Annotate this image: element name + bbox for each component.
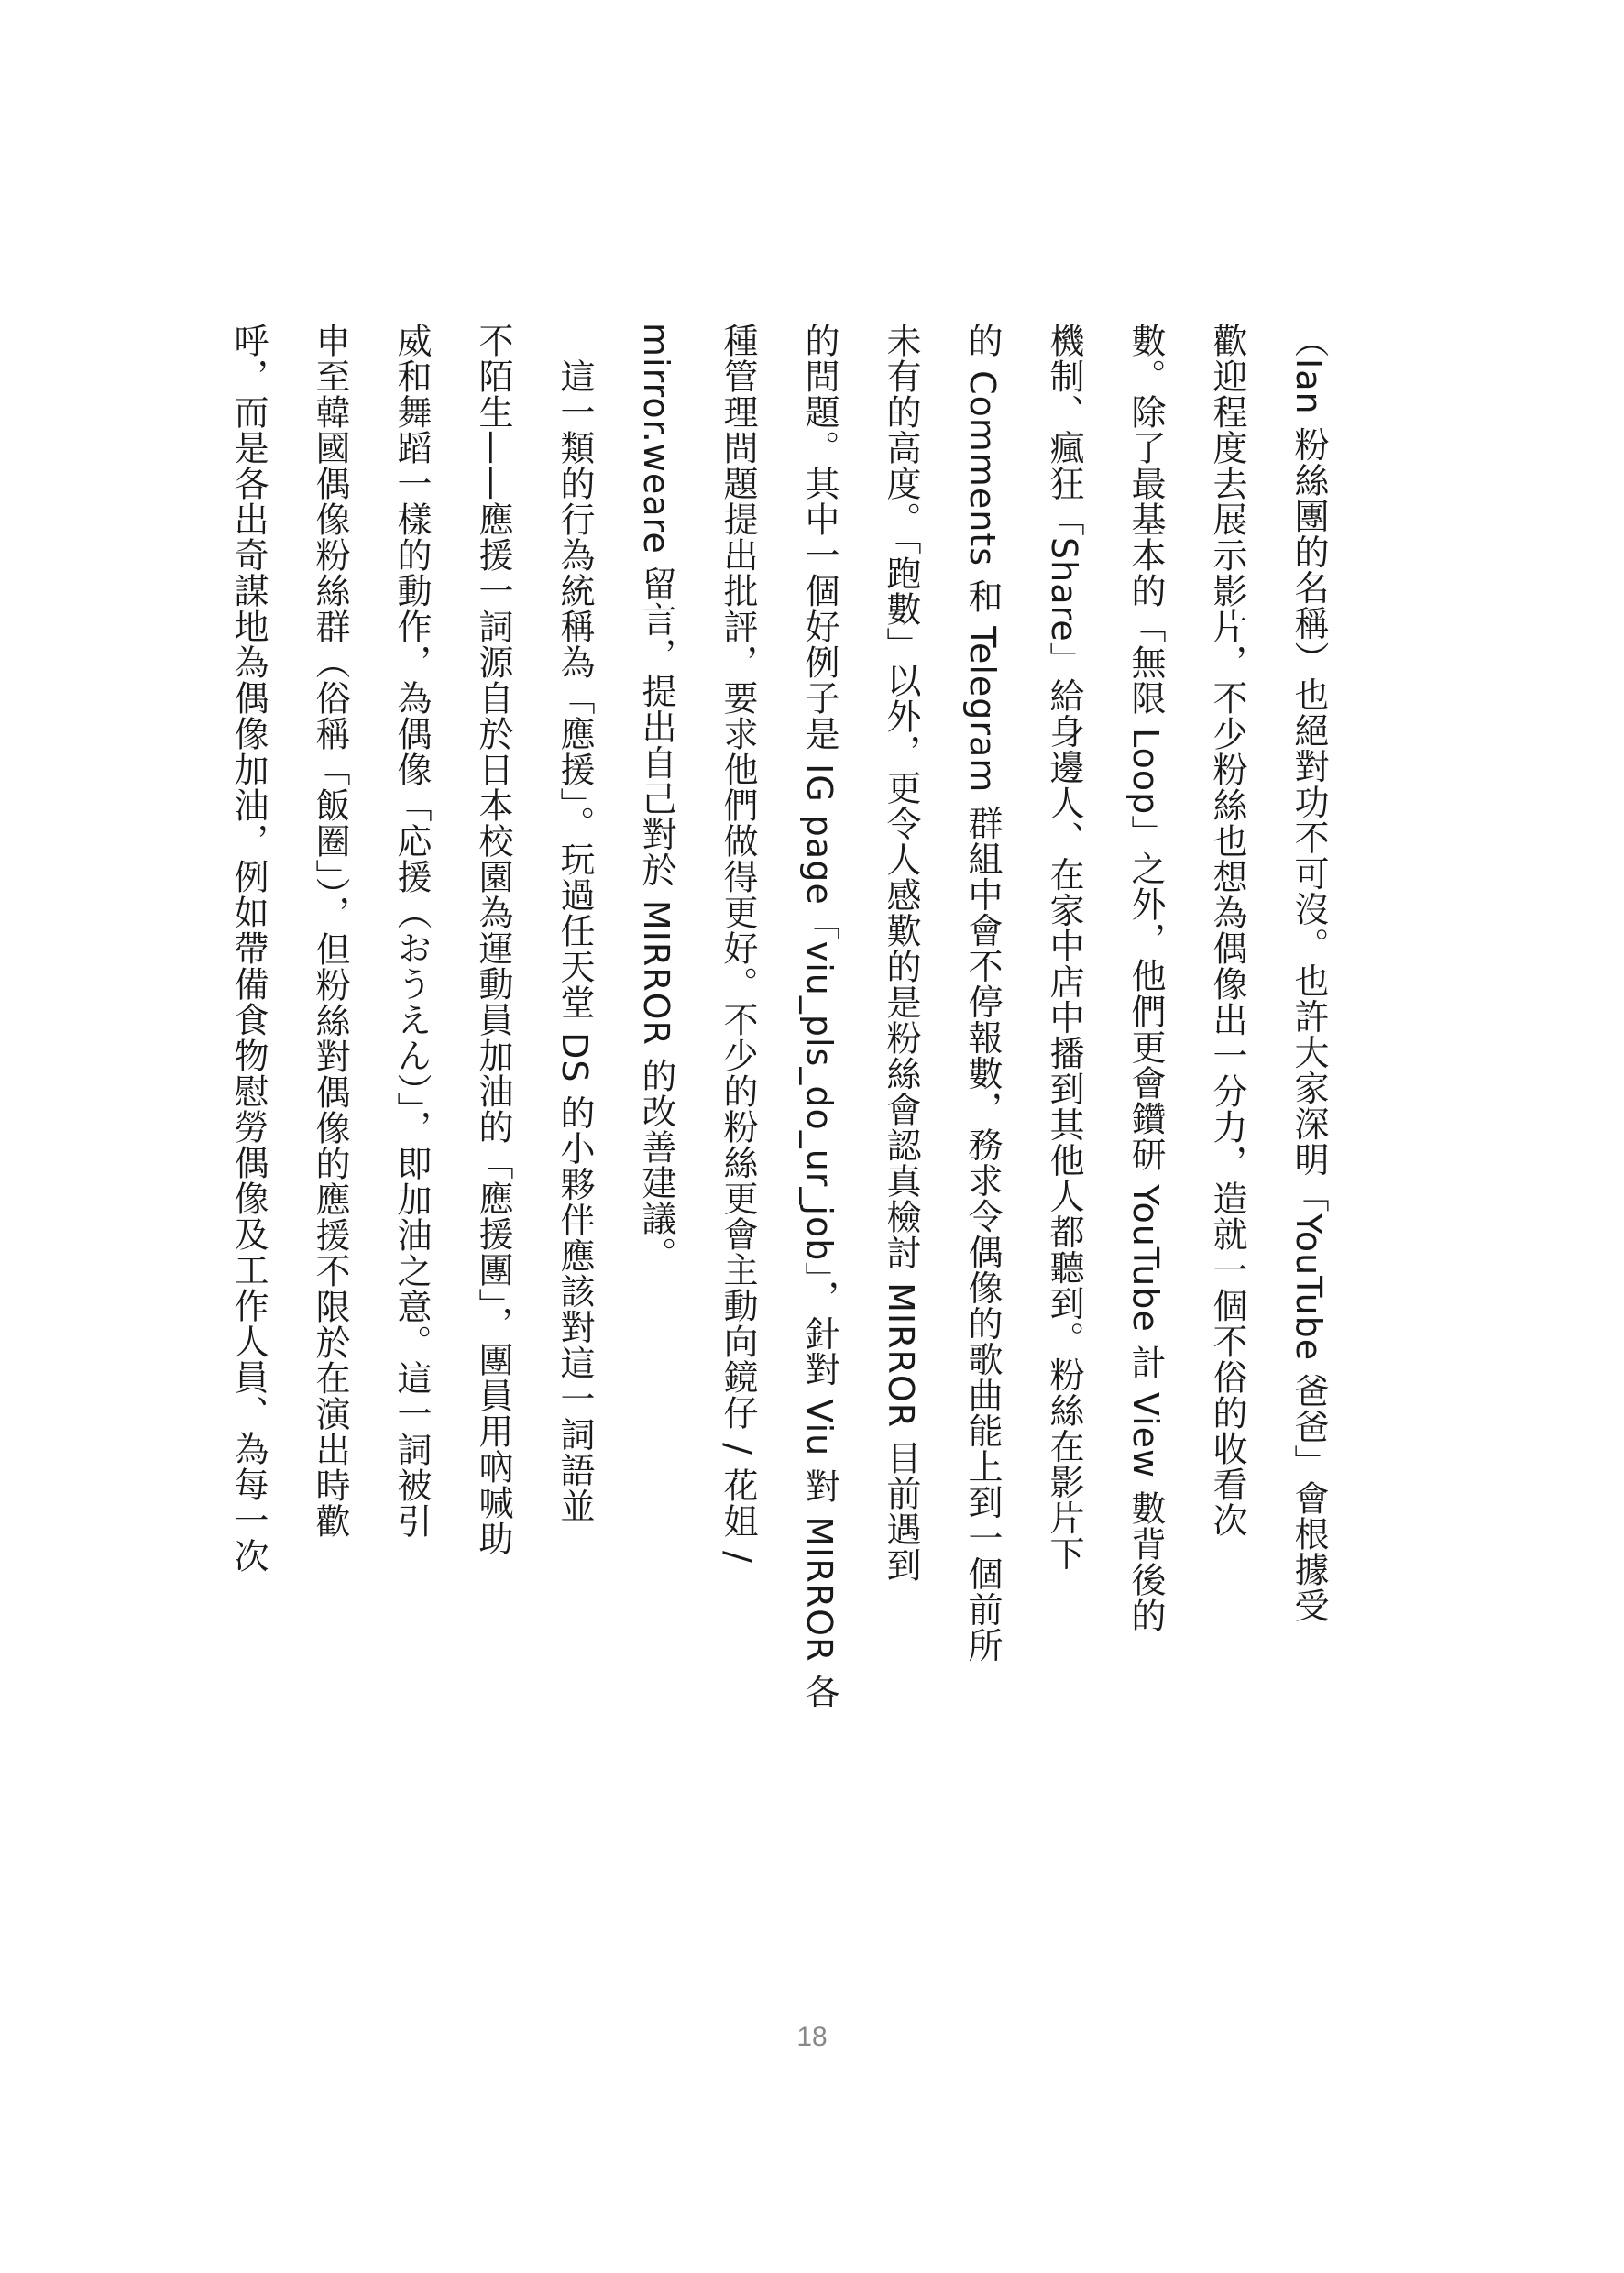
text-column: 的 Comments 和 Telegram 群組中會不停報數，務求令偶像的歌曲能上到一個前所	[962, 323, 1003, 1664]
text-column: 不陌生——應援一詞源自於日本校園為運動員加油的「應援團」，團員用吶喊助	[473, 323, 513, 1556]
text-column: 未有的高度。「跑數」以外，更令人感歎的是粉絲會認真檢討 MIRROR 目前遇到	[881, 323, 921, 1584]
text-column: 數。除了最基本的「無限 Loop」之外，他們更會鑽研 YouTube 計 View 數背後的	[1125, 323, 1166, 1634]
text-column: 呼，而是各出奇謀地為偶像加油，例如帶備食物慰勞偶像及工作人員、為每一次	[228, 323, 269, 1574]
text-column: 申至韓國偶像粉絲群（俗稱「飯圈」），但粉絲對偶像的應援不限於在演出時歡	[310, 323, 350, 1539]
page-number: 18	[796, 2022, 828, 2052]
text-column: 威和舞蹈一樣的動作，為偶像「応援（おうえん）」，即加油之意。這一詞被引	[391, 323, 432, 1539]
text-column: 的問題。其中一個好例子是 IG page「viu_pls_do_ur_job」，針對 Viu 對 MIRROR 各	[799, 323, 839, 1710]
text-column: 這一類的行為統稱為「應援」。玩過任天堂 DS 的小夥伴應該對這一詞語並	[554, 323, 595, 1524]
vertical-text-body	[207, 323, 1349, 1752]
text-column: 種管理問題提出批評，要求他們做得更好。不少的粉絲更會主動向鏡仔 / 花姐 /	[718, 323, 758, 1564]
text-column: 歡迎程度去展示影片，不少粉絲也想為偶像出一分力，造就一個不俗的收看次	[1207, 323, 1247, 1538]
text-column: 機制、瘋狂「Share」給身邊人、在家中店中播到其他人都聽到。粉絲在影片下	[1044, 323, 1084, 1572]
text-column: （Ian 粉絲團的名稱）也絕對功不可沒。也許大家深明「YouTube 爸爸」會根據受	[1289, 323, 1329, 1624]
text-column: mirror.weare 留言，提出自己對於 MIRROR 的改善建議。	[636, 323, 676, 1273]
